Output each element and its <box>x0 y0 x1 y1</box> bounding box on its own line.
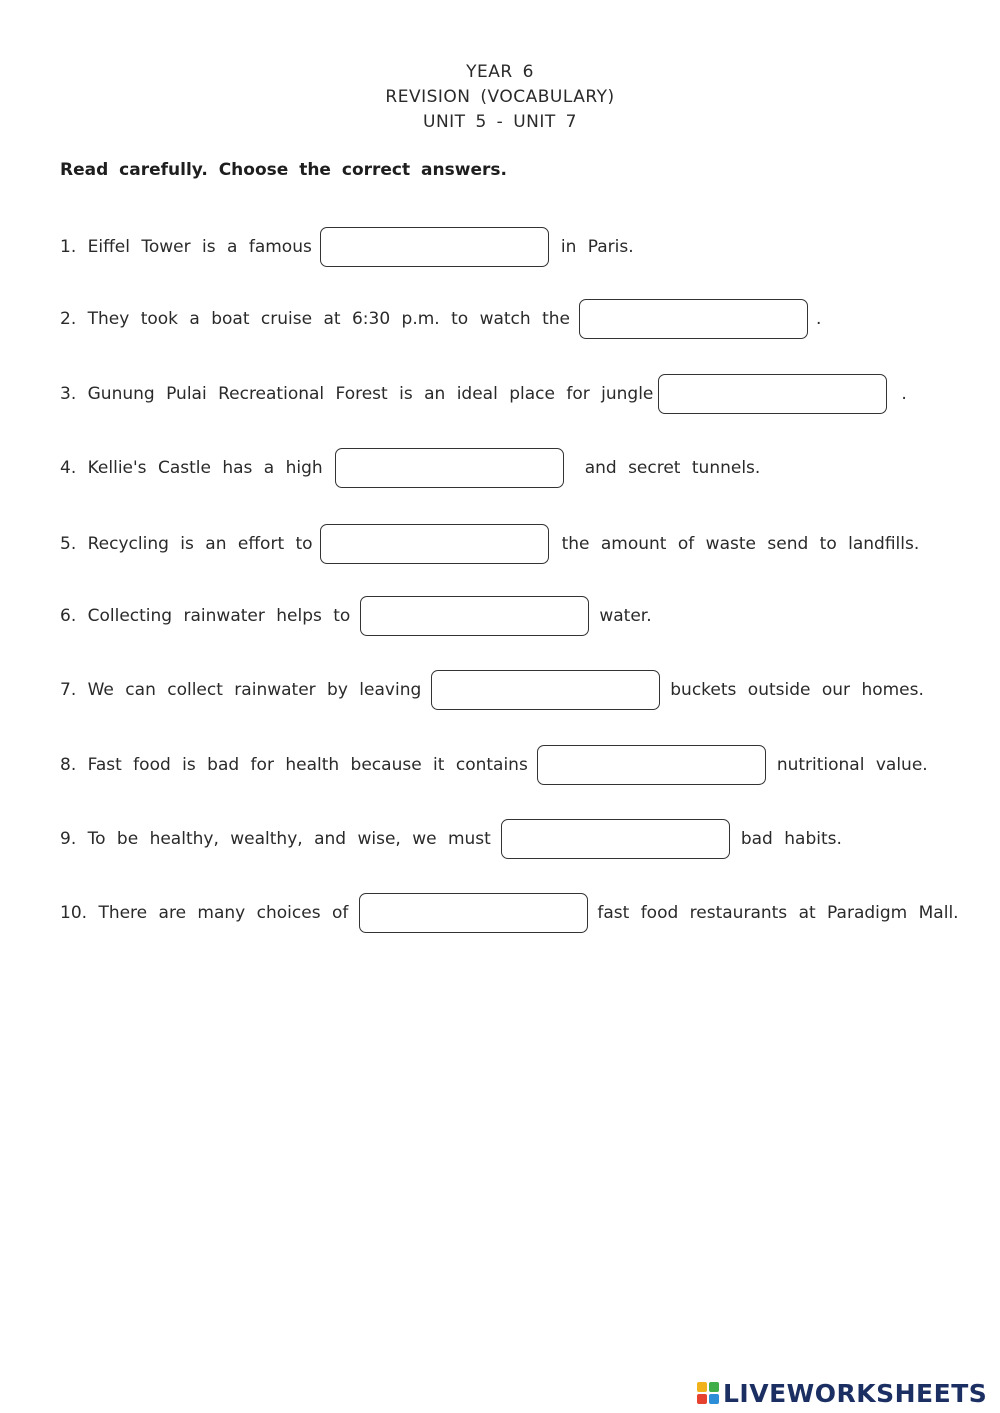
liveworksheets-grid-icon <box>697 1382 719 1404</box>
question-7-text-before: 7. We can collect rainwater by leaving <box>60 680 422 700</box>
question-4-text-after: and secret tunnels. <box>584 458 761 478</box>
answer-box-5[interactable] <box>320 524 549 564</box>
question-7-text-after: buckets outside our homes. <box>670 680 924 700</box>
liveworksheets-logo-text: LIVEWORKSHEETS <box>723 1378 988 1408</box>
question-5 <box>60 523 919 565</box>
answer-box-10[interactable] <box>359 893 588 933</box>
header-units: UNIT 5 - UNIT 7 <box>423 112 577 132</box>
question-10-text-after: fast food restaurants at Paradigm Mall. <box>597 903 959 923</box>
instruction-text: Read carefully. Choose the correct answers. <box>60 160 507 180</box>
question-10 <box>60 892 959 934</box>
logo-square-red <box>697 1394 707 1404</box>
liveworksheets-logo[interactable] <box>697 1378 987 1408</box>
question-9 <box>60 818 842 860</box>
question-8 <box>60 744 928 786</box>
question-6-text-after: water. <box>599 606 652 626</box>
logo-square-green <box>709 1382 719 1392</box>
question-9-text-after: bad habits. <box>740 829 842 849</box>
question-6-text-before: 6. Collecting rainwater helps to <box>60 606 351 626</box>
question-4 <box>60 447 760 489</box>
question-6 <box>60 595 652 637</box>
answer-box-6[interactable] <box>360 596 589 636</box>
question-3-text-before: 3. Gunung Pulai Recreational Forest is an ideal place for jungle <box>60 384 654 404</box>
question-8-text-before: 8. Fast food is bad for health because it contains <box>60 755 528 775</box>
answer-box-9[interactable] <box>501 819 730 859</box>
question-5-text-after: the amount of waste send to landfills. <box>561 534 920 554</box>
answer-box-1[interactable] <box>320 227 549 267</box>
answer-box-3[interactable] <box>658 374 887 414</box>
question-1 <box>60 226 634 268</box>
logo-square-blue <box>709 1394 719 1404</box>
worksheet-header <box>0 60 1000 135</box>
question-5-text-before: 5. Recycling is an effort to <box>60 534 313 554</box>
header-revision: REVISION (VOCABULARY) <box>385 87 615 107</box>
answer-box-2[interactable] <box>579 299 808 339</box>
question-4-text-before: 4. Kellie's Castle has a high <box>60 458 323 478</box>
question-7 <box>60 669 924 711</box>
question-9-text-before: 9. To be healthy, wealthy, and wise, we must <box>60 829 491 849</box>
question-2-text-after: . <box>815 309 822 329</box>
question-1-text-after: in Paris. <box>560 237 634 257</box>
question-3 <box>60 373 907 415</box>
question-10-text-before: 10. There are many choices of <box>60 903 349 923</box>
answer-box-4[interactable] <box>335 448 564 488</box>
question-8-text-after: nutritional value. <box>776 755 928 775</box>
question-3-text-after: . <box>901 384 907 404</box>
header-year: YEAR 6 <box>466 62 534 82</box>
answer-box-7[interactable] <box>431 670 660 710</box>
question-1-text-before: 1. Eiffel Tower is a famous <box>60 237 312 257</box>
question-2 <box>60 298 821 340</box>
question-2-text-before: 2. They took a boat cruise at 6:30 p.m. to watch the <box>60 309 570 329</box>
answer-box-8[interactable] <box>537 745 766 785</box>
logo-square-yellow <box>697 1382 707 1392</box>
